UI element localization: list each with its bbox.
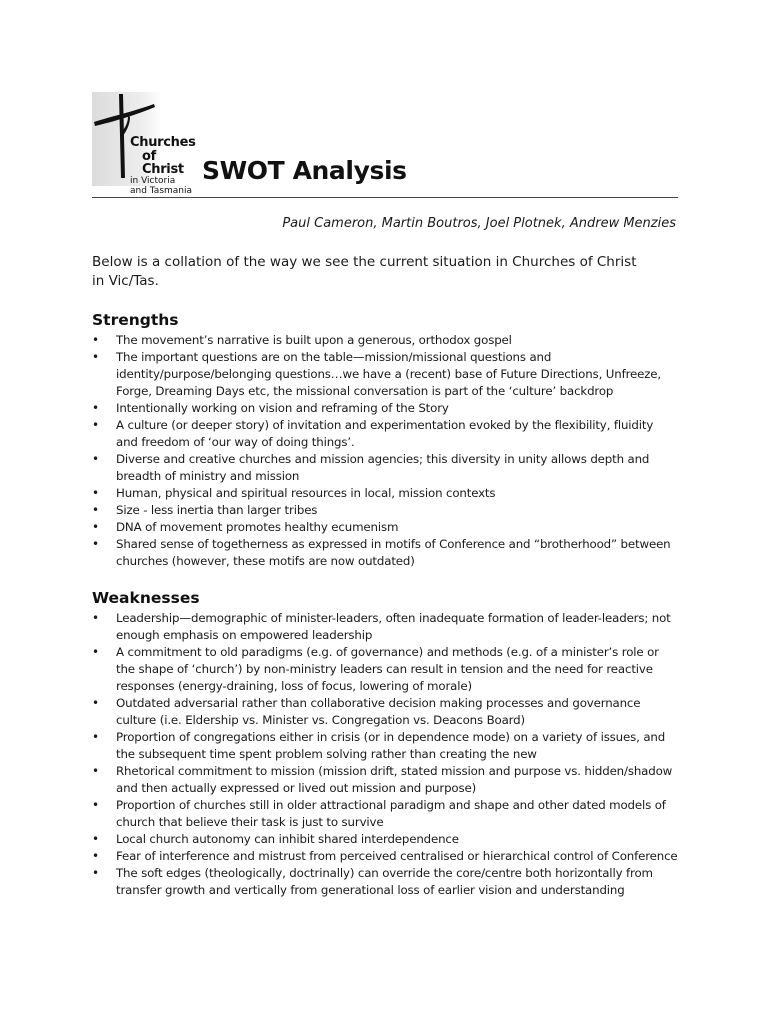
list-item: • The movement’s narrative is built upon a generous, orthodox gospel [92, 332, 678, 349]
page-title: SWOT Analysis [202, 156, 407, 185]
logo-wordmark [130, 136, 202, 196]
list-item: • Human, physical and spiritual resources in local, mission contexts [92, 485, 678, 502]
logo-line-4: and Tasmania [130, 186, 193, 196]
list-item: • Rhetorical commitment to mission (mission drift, stated mission and purpose vs. hidden/shadow and then actually expressed or lived out mission and purpose) [92, 763, 678, 797]
list-item: • Shared sense of togetherness as expressed in motifs of Conference and “brotherhood” between churches (however, these motifs are now outdated) [92, 536, 678, 570]
strengths-list [92, 332, 678, 570]
list-item: • The soft edges (theologically, doctrinally) can override the core/centre both horizontally from transfer growth and vertically from generational loss of earlier vision and understanding [92, 865, 678, 899]
list-item: • Diverse and creative churches and mission agencies; this diversity in unity allows depth and breadth of ministry and mission [92, 451, 678, 485]
list-item: • Local church autonomy can inhibit shared interdependence [92, 831, 678, 848]
intro-paragraph: Below is a collation of the way we see the current situation in Churches of Christ in Vic/Tas. [92, 254, 637, 289]
authors-line: Paul Cameron, Martin Boutros, Joel Plotnek, Andrew Menzies [282, 216, 676, 231]
weaknesses-list [92, 610, 678, 899]
list-item: • A commitment to old paradigms (e.g. of governance) and methods (e.g. of a minister’s role or the shape of ‘church’) by non-ministry leaders can result in tension and the need for reactive responses (energy-draining, loss of focus, lowering of morale) [92, 644, 678, 695]
logo-line-2: of Christ [142, 149, 184, 177]
logo-line-1: Churches [130, 135, 196, 150]
list-item: • Proportion of congregations either in crisis (or in dependence mode) on a variety of issues, and the subsequent time spent problem solving rather than creating the new [92, 729, 678, 763]
list-item: • Intentionally working on vision and reframing of the Story [92, 400, 678, 417]
strengths-heading: Strengths [92, 311, 179, 329]
logo-line-3: in Victoria [130, 176, 176, 186]
list-item: • Leadership—demographic of minister-leaders, often inadequate formation of leader-leaders; not enough emphasis on empowered leadership [92, 610, 678, 644]
header-divider [92, 197, 678, 198]
list-item: • A culture (or deeper story) of invitation and experimentation evoked by the flexibility, fluidity and freedom of ‘our way of doing things’. [92, 417, 678, 451]
list-item: • Proportion of churches still in older attractional paradigm and shape and other dated models of church that believe their task is just to survive [92, 797, 678, 831]
list-item: • DNA of movement promotes healthy ecumenism [92, 519, 678, 536]
list-item: • The important questions are on the table—mission/missional questions and identity/purpose/belonging questions…we have a (recent) base of Future Directions, Unfreeze, Forge, Dreaming Days etc, the missional conversation is part of the ‘culture’ backdrop [92, 349, 678, 400]
churches-of-christ-logo [92, 92, 202, 196]
list-item: • Outdated adversarial rather than collaborative decision making processes and governance culture (i.e. Eldership vs. Minister vs. Congregation vs. Deacons Board) [92, 695, 678, 729]
list-item: • Size - less inertia than larger tribes [92, 502, 678, 519]
document-header [92, 92, 678, 198]
list-item: • Fear of interference and mistrust from perceived centralised or hierarchical control of Conference [92, 848, 678, 865]
weaknesses-heading: Weaknesses [92, 589, 200, 607]
